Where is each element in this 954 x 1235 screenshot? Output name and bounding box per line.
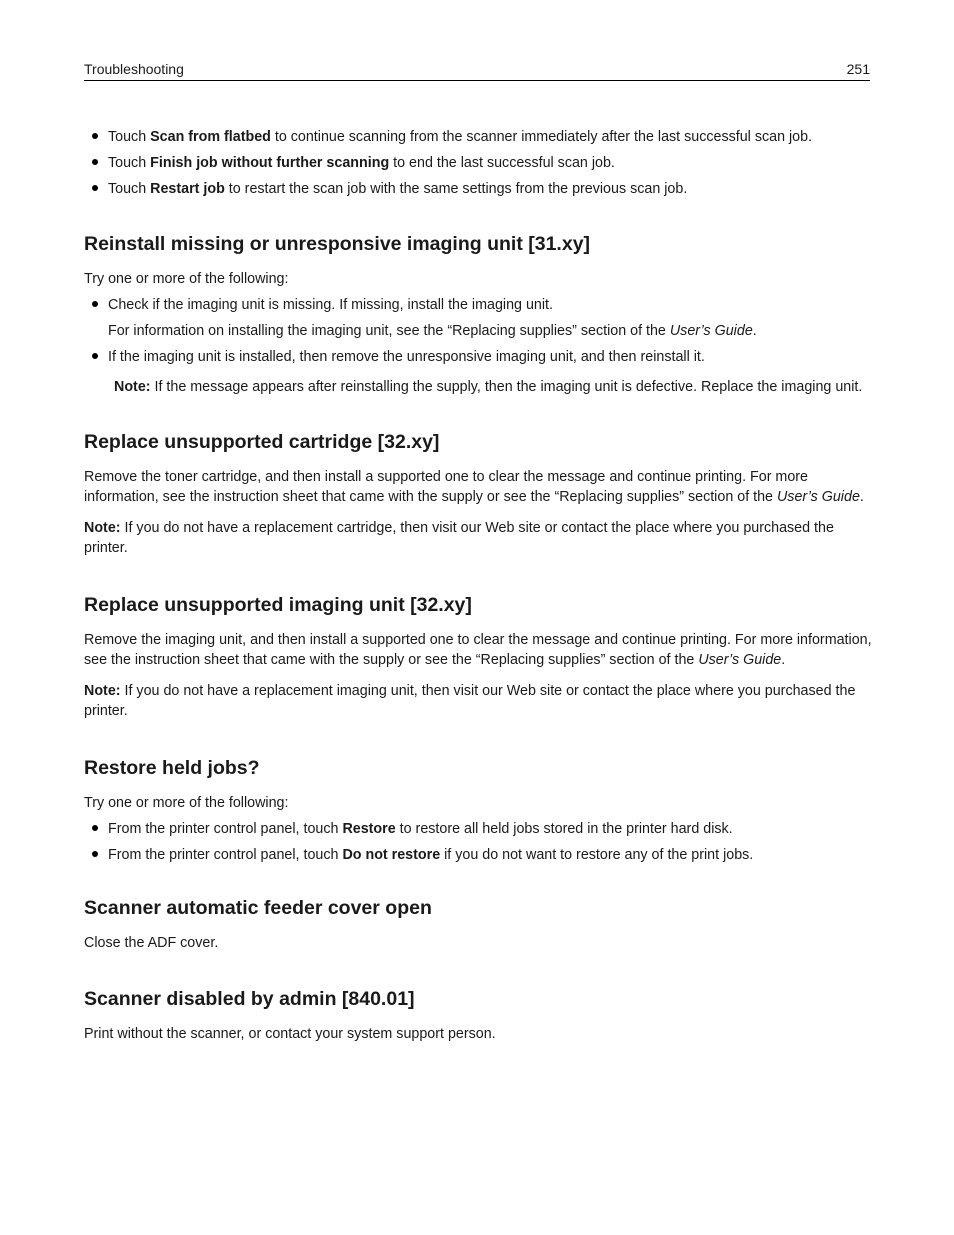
note: Note: If you do not have a replacement cartridge, then visit our Web site or contact the place where you purchased the printer.: [84, 520, 834, 556]
section-heading: Scanner automatic feeder cover open: [84, 897, 432, 919]
list-item: Touch Restart job to restart the scan job with the same settings from the previous scan job.: [84, 179, 874, 199]
note: Note: If you do not have a replacement imaging unit, then visit our Web site or contact the place where you purchased the printer.: [84, 683, 856, 719]
section-heading: Restore held jobs?: [84, 757, 260, 779]
section-heading: Replace unsupported imaging unit [32.xy]: [84, 594, 472, 616]
section-adf-cover-open: [84, 895, 874, 953]
list-item: From the printer control panel, touch Do not restore if you do not want to restore any of the print jobs.: [84, 845, 874, 865]
body-text: Close the ADF cover.: [84, 935, 219, 951]
intro-text: Try one or more of the following:: [84, 795, 289, 811]
intro-text: Try one or more of the following:: [84, 271, 289, 287]
body-text: Remove the imaging unit, and then install a supported one to clear the message and continue printing. For more information, see the instruction sheet that came with the supply or see the “Replacing supplies” section of the User’s Guide.: [84, 632, 872, 668]
section-scanner-disabled: [84, 986, 874, 1044]
section-heading: Scanner disabled by admin [840.01]: [84, 988, 415, 1010]
section-reinstall-imaging-unit: [84, 231, 874, 397]
header-section-title: Troubleshooting: [84, 61, 184, 77]
list-item: If the imaging unit is installed, then remove the unresponsive imaging unit, and then reinstall it.: [84, 347, 874, 367]
list-item: From the printer control panel, touch Restore to restore all held jobs stored in the printer hard disk.: [84, 819, 874, 839]
scan-options-list: [84, 127, 874, 199]
section-restore-held-jobs: [84, 755, 874, 865]
section-heading: Reinstall missing or unresponsive imaging unit [31.xy]: [84, 233, 591, 255]
note: Note: If the message appears after reinstalling the supply, then the imaging unit is defective. Replace the imaging unit.: [114, 379, 863, 395]
page-number: 251: [846, 61, 870, 77]
list-item: Touch Finish job without further scanning to end the last successful scan job.: [84, 153, 874, 173]
section-heading: Replace unsupported cartridge [32.xy]: [84, 431, 440, 453]
section-unsupported-imaging-unit: [84, 592, 874, 721]
sub-paragraph: For information on installing the imaging unit, see the “Replacing supplies” section of the User’s Guide.: [108, 323, 757, 339]
list-item: Touch Scan from flatbed to continue scanning from the scanner immediately after the last successful scan job.: [84, 127, 874, 147]
page-header: [84, 61, 870, 81]
section-unsupported-cartridge: [84, 429, 874, 558]
list-item: Check if the imaging unit is missing. If missing, install the imaging unit.: [84, 295, 874, 315]
steps-list: [84, 295, 874, 315]
steps-list: [84, 819, 874, 865]
page-content: [84, 127, 874, 1055]
body-text: Print without the scanner, or contact your system support person.: [84, 1026, 496, 1042]
steps-list: [84, 347, 874, 367]
body-text: Remove the toner cartridge, and then install a supported one to clear the message and continue printing. For more information, see the instruction sheet that came with the supply or see the “Replacing supplies” section of the User’s Guide.: [84, 469, 864, 505]
